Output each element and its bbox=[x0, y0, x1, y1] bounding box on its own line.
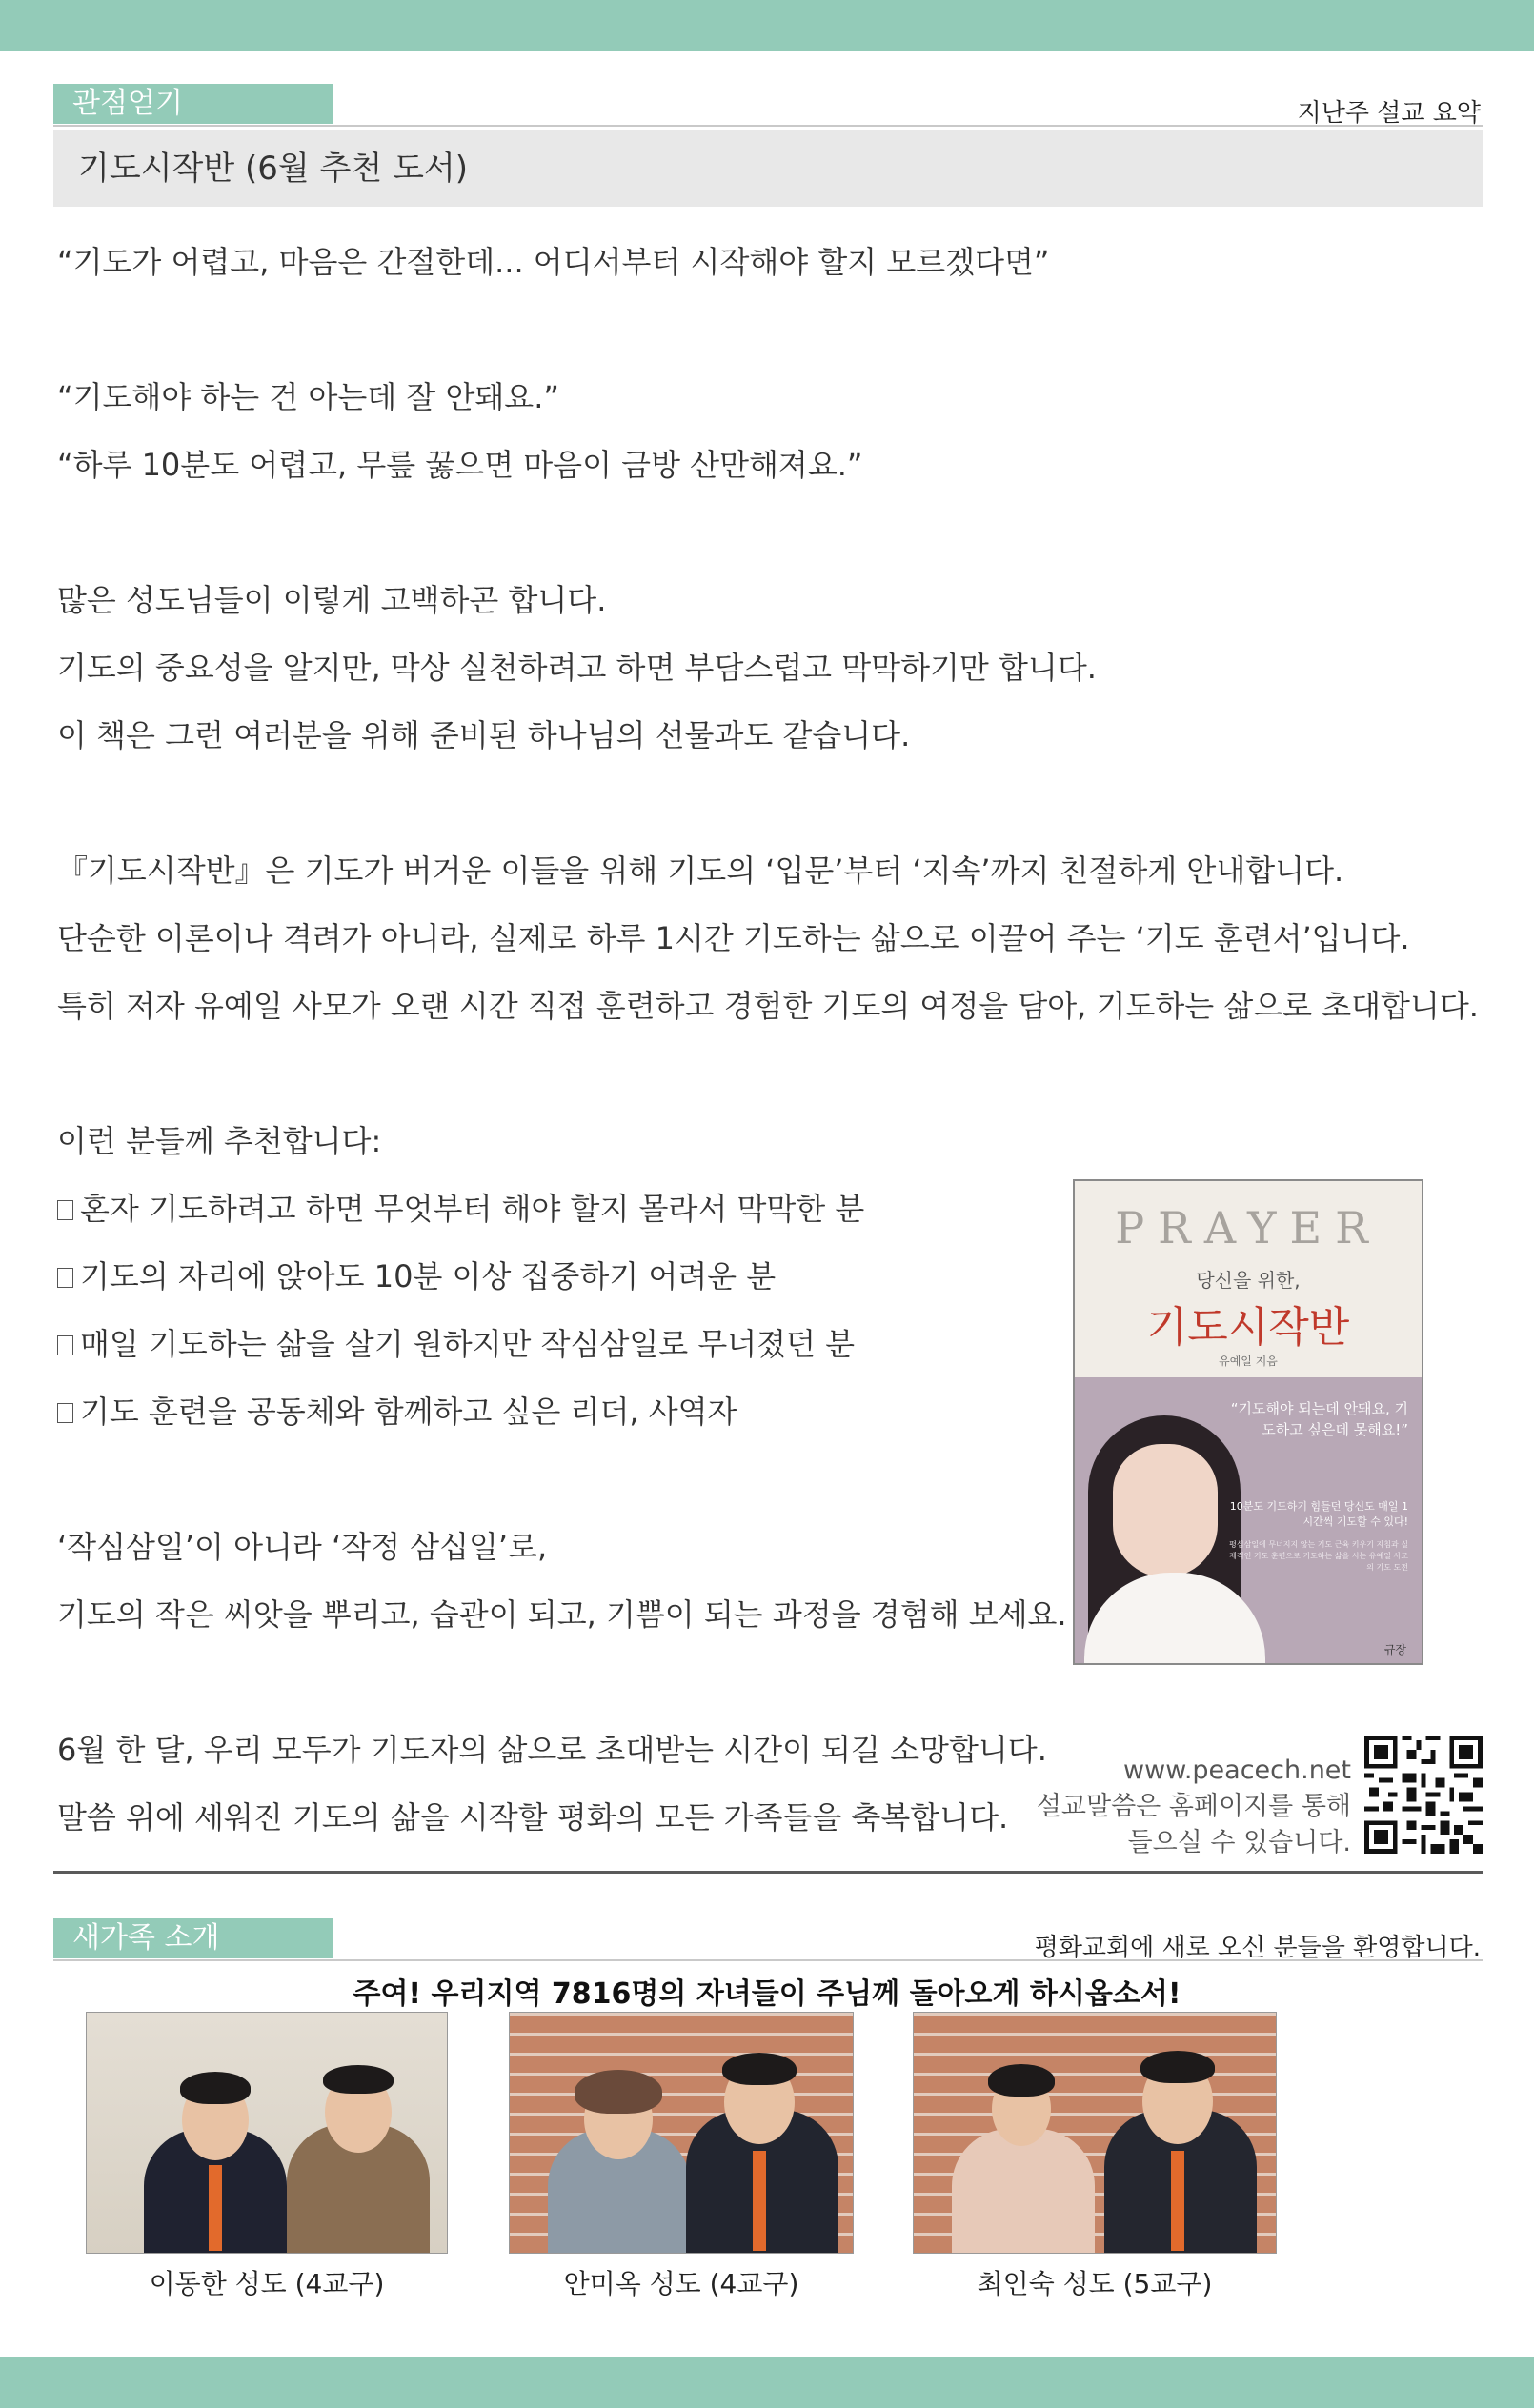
body-line: 이 책은 그런 여러분을 위해 준비된 하나님의 선물과도 같습니다. bbox=[57, 717, 911, 753]
member-caption: 이동한 성도 (4교구) bbox=[149, 2268, 385, 2299]
member-photo bbox=[86, 2012, 448, 2254]
author-photo bbox=[1075, 1377, 1422, 1665]
tie-shape bbox=[209, 2165, 222, 2251]
website-info bbox=[1037, 1753, 1351, 1861]
bullet-item bbox=[57, 1311, 1181, 1378]
prayer-banner: 주여! 우리지역 7816명의 자녀들이 주님께 돌아오게 하시옵소서! bbox=[353, 1977, 1181, 2011]
website-url[interactable]: www.peacech.net bbox=[1123, 1756, 1351, 1785]
bullet-text: 혼자 기도하려고 하면 무엇부터 해야 할지 몰라서 막막한 분 bbox=[80, 1191, 865, 1227]
body-line: 기도의 작은 씨앗을 뿌리고, 습관이 되고, 기쁨이 되는 과정을 경험해 보세요. bbox=[57, 1596, 1067, 1633]
member-photo bbox=[509, 2012, 854, 2254]
blank-line bbox=[57, 1446, 1181, 1514]
body-line: 『기도시작반』은 기도가 버거운 이들을 위해 기도의 ‘입문’부터 ‘지속’까지 친절하게 안내합니다. bbox=[57, 853, 1344, 889]
body-line: 특히 저자 유예일 사모가 오랜 시간 직접 훈련하고 경험한 기도의 여정을 담아, 기도하는 삶으로 초대합니다. bbox=[57, 988, 1479, 1024]
book-prayer-word: PRAYER bbox=[1115, 1202, 1382, 1254]
qr-code-icon[interactable] bbox=[1364, 1736, 1483, 1854]
body-line: 말씀 위에 세워진 기도의 삶을 시작할 평화의 모든 가족들을 축복합니다. bbox=[57, 1799, 1009, 1836]
bullet-text: 기도 훈련을 공동체와 함께하고 싶은 리더, 사역자 bbox=[80, 1394, 737, 1430]
body-line: 단순한 이론이나 격려가 아니라, 실제로 하루 1시간 기도하는 삶으로 이끌어 주는 ‘기도 훈련서’입니다. bbox=[57, 920, 1410, 956]
checkbox-icon bbox=[57, 1268, 73, 1288]
section-tab-newfamily: 새가족 소개 bbox=[53, 1918, 333, 1958]
tie-shape bbox=[753, 2151, 766, 2251]
member-photo bbox=[913, 2012, 1277, 2254]
recommend-heading: 이런 분들께 추천합니다: bbox=[57, 1123, 382, 1159]
person-hair bbox=[323, 2065, 394, 2094]
top-color-band bbox=[0, 0, 1534, 51]
section-tab-perspective: 관점얻기 bbox=[53, 84, 333, 124]
checkbox-icon bbox=[57, 1403, 73, 1423]
body-line: “하루 10분도 어렵고, 무릎 꿇으면 마음이 금방 산만해져요.” bbox=[57, 447, 863, 483]
blank-line bbox=[57, 1649, 1181, 1716]
book-quote: “기도해야 되는데 안돼요, 기도하고 싶은데 못해요!” bbox=[1230, 1400, 1408, 1438]
book-publisher: 규장 bbox=[1383, 1643, 1406, 1656]
member-caption: 안미옥 성도 (4교구) bbox=[563, 2268, 799, 2299]
member-caption: 최인숙 성도 (5교구) bbox=[977, 2268, 1213, 2299]
section-divider bbox=[53, 1871, 1483, 1874]
book-small-description: 평심삼일에 무너지지 않는 기도 근육 키우기 지침과 실제적인 기도 훈련으로 기도하는 삶을 시는 유예일 사모의 기도 도전 bbox=[1229, 1540, 1408, 1572]
book-title: 기도시작반 bbox=[1146, 1303, 1350, 1352]
checkbox-icon bbox=[57, 1200, 73, 1220]
person-hair bbox=[988, 2064, 1055, 2097]
book-cover-image bbox=[1073, 1179, 1423, 1665]
blank-line bbox=[57, 296, 1181, 364]
body-line: 기도의 중요성을 알지만, 막상 실천하려고 하면 부담스럽고 막막하기만 합니다. bbox=[57, 650, 1097, 686]
section-rule bbox=[53, 125, 1483, 127]
blank-line bbox=[57, 1040, 1181, 1108]
bullet-item bbox=[57, 1243, 1181, 1311]
person-hair bbox=[575, 2070, 662, 2114]
body-line: 6월 한 달, 우리 모두가 기도자의 삶으로 초대받는 시간이 되길 소망합니다. bbox=[57, 1732, 1047, 1768]
article-title: 기도시작반 (6월 추천 도서) bbox=[53, 130, 1483, 207]
person-shape bbox=[952, 2129, 1095, 2253]
tie-shape bbox=[1171, 2151, 1184, 2251]
blank-line bbox=[57, 499, 1181, 567]
checkbox-icon bbox=[57, 1335, 73, 1355]
face-shape bbox=[1113, 1444, 1218, 1577]
book-author: 유예일 지음 bbox=[1219, 1354, 1278, 1368]
blank-line bbox=[57, 770, 1181, 837]
body-line: 많은 성도님들이 이렇게 고백하곤 합니다. bbox=[57, 582, 607, 618]
bullet-item bbox=[57, 1378, 1181, 1446]
book-description: 10분도 기도하기 힘들던 당신도 매일 1시간씩 기도할 수 있다! bbox=[1229, 1500, 1408, 1528]
person-hair bbox=[180, 2072, 251, 2104]
bullet-text: 매일 기도하는 삶을 살기 원하지만 작심삼일로 무너졌던 분 bbox=[80, 1326, 856, 1362]
person-hair bbox=[722, 2053, 797, 2085]
person-hair bbox=[1140, 2051, 1215, 2083]
website-note-line2: 들으실 수 있습니다. bbox=[1127, 1828, 1351, 1857]
body-line: “기도해야 하는 건 아는데 잘 안돼요.” bbox=[57, 379, 559, 415]
bullet-item bbox=[57, 1175, 1181, 1243]
book-subtitle: 당신을 위한, bbox=[1196, 1269, 1301, 1292]
bottom-color-band bbox=[0, 2357, 1534, 2408]
welcome-caption: 평화교회에 새로 오신 분들을 환영합니다. bbox=[1034, 1934, 1481, 1962]
website-note-line1: 설교말씀은 홈페이지를 통해 bbox=[1036, 1792, 1351, 1821]
body-line: “기도가 어렵고, 마음은 간절한데... 어디서부터 시작해야 할지 모르겠다면” bbox=[57, 244, 1050, 280]
bullet-text: 기도의 자리에 앉아도 10분 이상 집중하기 어려운 분 bbox=[80, 1258, 777, 1294]
body-line: ‘작심삼일’이 아니라 ‘작정 삼십일’로, bbox=[57, 1529, 548, 1565]
sermon-summary-caption: 지난주 설교 요약 bbox=[1297, 99, 1481, 128]
